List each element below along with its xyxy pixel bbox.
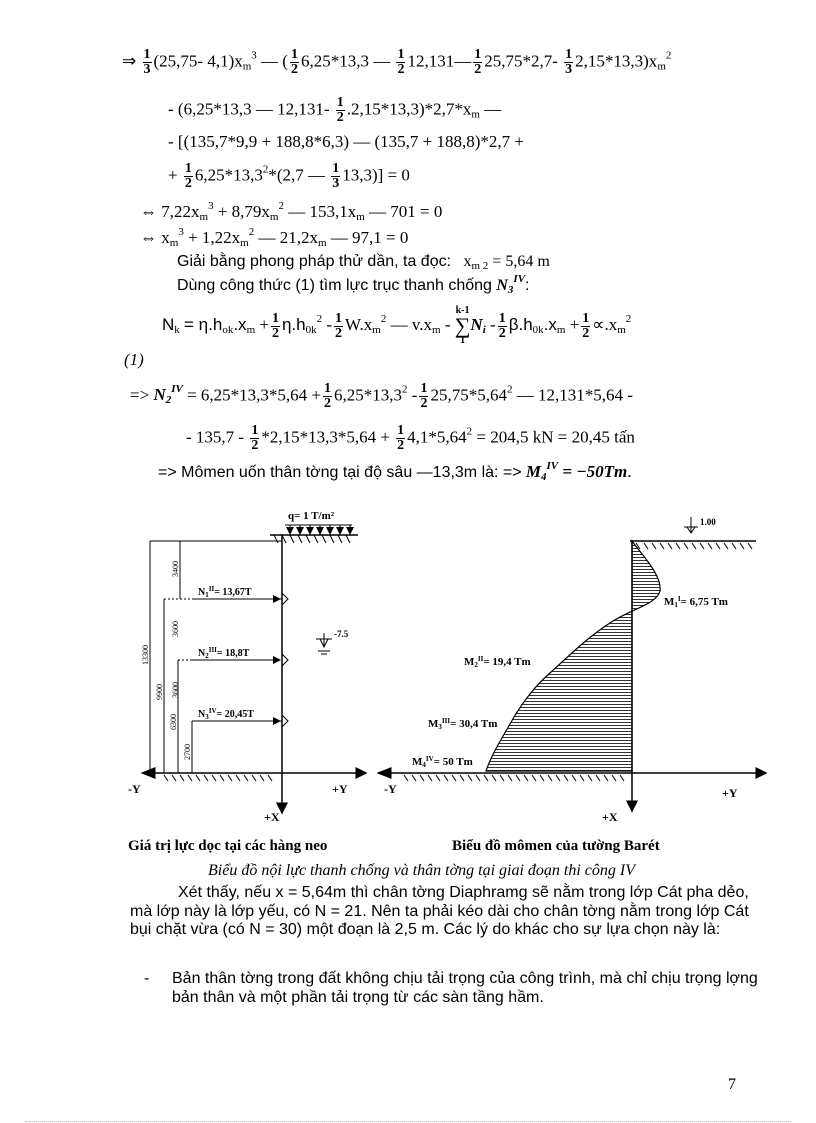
left-figure-caption: Giá trị lực dọc tại các hàng neo [128, 838, 328, 854]
moment-label-4: $M4^{IV}= 50$ Tm [412, 755, 473, 769]
fraction: $\frac{1}{2}$ [582, 310, 590, 341]
equation-line-6: ⇔ $x_m^3 + 1,22x_m^2$ — $21,2x_m$ — 97,1 = 0 [140, 226, 409, 249]
fraction: $\frac{1}{2}$ [420, 381, 428, 411]
anchor-forces-diagram [120, 505, 370, 825]
dimension-label: 6300 [169, 714, 178, 730]
dimension-label: 3600 [171, 621, 180, 637]
equation-line-1: ⇒ $\frac{1}{3}$ (25,75- $4,1)x_m^3$ — ( $\frac{1}{2}$ 6,25*13,3 — $\frac{1}{2}$ 12,131— $\frac{1}{2}$ 25,75*2,7- $\frac{1}{3}$ $2,15*13,3)x_m^2$ [122, 47, 672, 77]
level-mark-icon [684, 517, 698, 533]
equation-line-3: - [(135,7*9,9 + 188,8*6,3) — (135,7 + 188,8)*2,7 + [168, 132, 524, 151]
dimension-label: 2700 [183, 744, 192, 760]
equation-line-n2: => $N_2^{IV} = 6,25*13,3*5,64$ + $\frac{1}{2}$ 6,25*13,3$^2$ - $\frac{1}{2}$ 25,75*5,64$^2$ — 12,131*5,64 - [130, 381, 633, 411]
equivalence-arrow: ⇔ [140, 228, 157, 247]
moment-label-1: $M1^I= 6,75$ Tm [664, 595, 728, 609]
neg-y-label: -Y [128, 782, 141, 796]
fraction: $\frac{1}{2}$ [271, 310, 279, 341]
moment-diagram [374, 505, 774, 825]
text-line-formula: Dùng công thức (1) tìm lực trục thanh chống $N_3^{IV}$: [177, 273, 530, 296]
water-level-label: -7.5 [334, 629, 349, 639]
dimension-label: 3600 [171, 682, 180, 698]
equation-line-result: - 135,7 - $\frac{1}{2}$ *2,15*13,3*5,64 + $\frac{1}{2}$ 4,1*5,64$^2$ = 204,5 kN = 20,45 tấn [186, 423, 635, 453]
fraction: $\frac{1}{3}$ [332, 161, 340, 191]
fraction: $\frac{1}{3}$ [143, 47, 151, 77]
equation-line-4: + $\frac{1}{2}$ 6,25*13,3$^2$*(2,7 — $\frac{1}{3}$ 13,3)] = 0 [168, 161, 410, 191]
dimension-label: 9900 [155, 684, 164, 700]
pos-y-label: +Y [722, 786, 738, 800]
level-label: 1.00 [700, 517, 716, 527]
fraction: $\frac{1}{2}$ [498, 310, 506, 341]
pos-y-label: +Y [332, 782, 348, 796]
dimension-label: 13300 [141, 645, 150, 665]
anchor-force-3: $N_3^{IV}= 20,45T$ [198, 707, 254, 721]
fraction: $\frac{1}{2}$ [397, 47, 405, 77]
pos-x-label: +X [602, 810, 618, 824]
text-line-solve: Giải bằng phong pháp thử dần, ta đọc: $x_{m 2} = 5,64$ m [177, 253, 550, 272]
right-figure-caption: Biểu đồ mômen của tường Barét [452, 838, 660, 854]
moment-label-3: $M3^{III}= 30,4$ Tm [428, 717, 498, 731]
moment-label-2: $M2^{II}= 19,4$ Tm [464, 655, 531, 669]
fraction: $\frac{1}{2}$ [474, 47, 482, 77]
page-number: 7 [728, 1076, 736, 1093]
water-level-icon [316, 633, 332, 654]
body-paragraph: Xét thấy, nếu x = 5,64m thì chân tờng Diaphramg sẽ nằm trong lớp Cát pha dẻo, mà lớp này là lớp yếu, có N = 21. Nên ta phải kéo dài cho chân tờng nằm trong lớp Cát bụi chặt vừa (có N = 30) một đoạn là 2,5 m. Các lý do khác cho sự lựa chọn này là: [130, 884, 749, 938]
figure-caption: Biểu đồ nội lực thanh chống và thân tờng tại giai đoạn thi công IV [208, 862, 635, 879]
equation-ref: (1) [124, 350, 144, 369]
fraction: $\frac{1}{3}$ [565, 47, 573, 77]
dimension-label: 3400 [171, 561, 180, 577]
fraction: $\frac{1}{2}$ [324, 381, 332, 411]
anchor-force-1: $N_1^{II}= 13,67T$ [198, 585, 252, 599]
fraction: $\frac{1}{2}$ [251, 423, 259, 453]
page-bottom-rule [25, 1121, 791, 1122]
equation-line-2: - (6,25*13,3 — 12,131- $\frac{1}{2}$ $.2,15*13,3)*2,7*x_m$ — [168, 95, 502, 125]
text-line-moment: => Mômen uốn thân tờng tại độ sâu —13,3m là: => $M_4^{IV} = -50Tm$. [158, 460, 632, 483]
sum-operator: k-1 ∑ 1 [454, 305, 471, 346]
bullet-item: Bản thân tờng trong đất không chịu tải trọng của công trình, mà chỉ chịu trọng lợng bản thân và một phần tải trọng từ các sàn tầng hầm. [172, 970, 758, 1006]
equation-line-5: ⇔ $7,22x_m^3 + 8,79x_m^2$ — $153,1x_m$ — 701 = 0 [140, 200, 443, 223]
implies-arrow: ⇒ [122, 51, 137, 71]
pos-x-label: +X [264, 810, 280, 824]
equivalence-arrow: ⇔ [140, 202, 157, 221]
bullet-mark: - [144, 970, 150, 987]
neg-y-label: -Y [384, 782, 397, 796]
fraction: $\frac{1}{2}$ [184, 161, 192, 191]
fraction: $\frac{1}{2}$ [335, 310, 343, 341]
load-label: q= 1 T/m² [288, 510, 335, 522]
equation-formula-1: $N_k = \eta.h_{ok}.x_m$ + $\frac{1}{2}$ $\eta.h_{0k}^2$ - $\frac{1}{2}$ $W.x_m^2$ — $v.x_m - k-1$ ∑ $1N_i$ - $\frac{1}{2}$ $\beta.h_{0k}.x_m$ + $\frac{1}{2}$ $\propto.x_m^2$ [162, 305, 632, 346]
fraction: $\frac{1}{2}$ [397, 423, 405, 453]
fraction: $\frac{1}{2}$ [336, 95, 344, 125]
fraction: $\frac{1}{2}$ [290, 47, 298, 77]
anchor-force-2: $N_2^{III}= 18,8T$ [198, 646, 250, 660]
